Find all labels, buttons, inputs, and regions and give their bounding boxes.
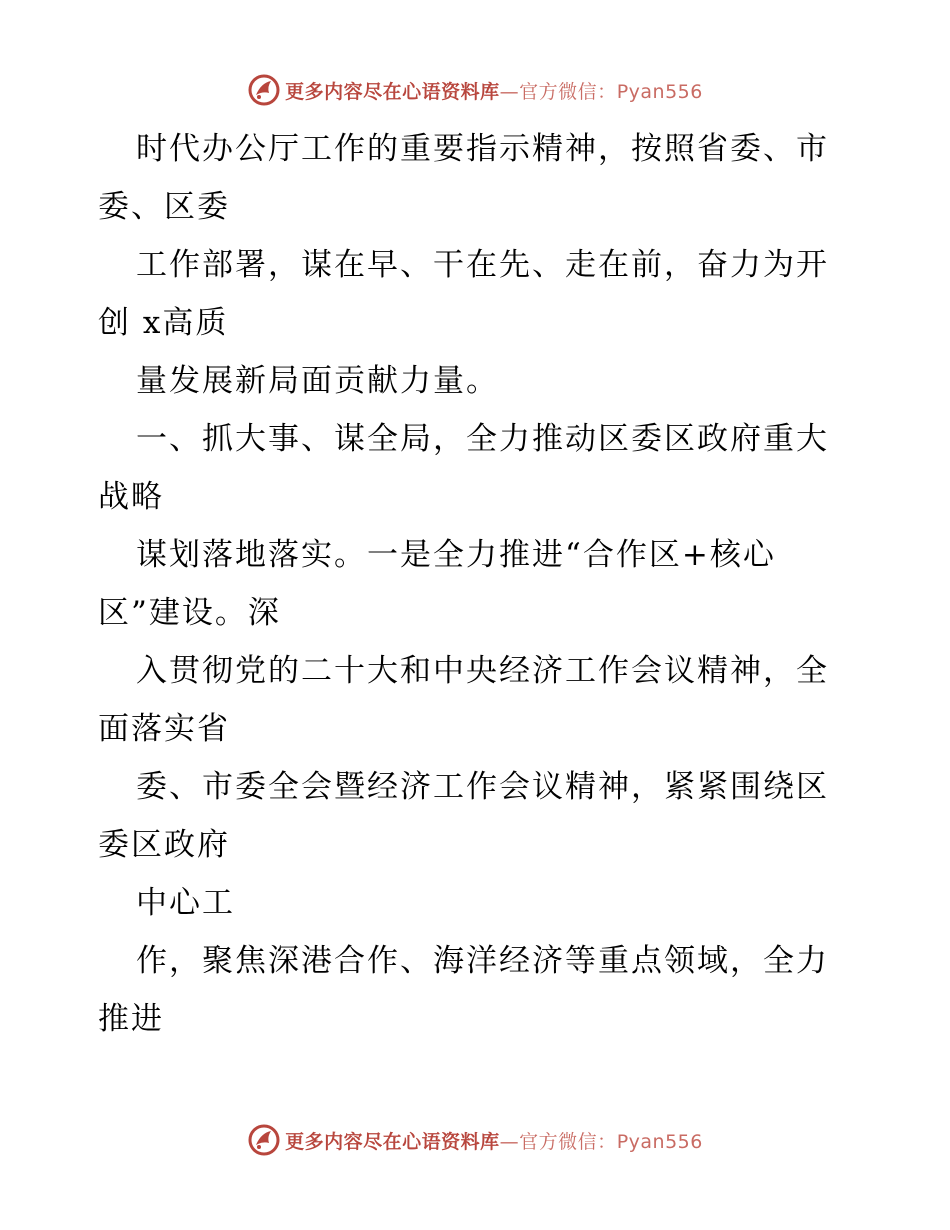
footer-banner-text [285,1127,703,1154]
brand-logo-icon [247,73,281,107]
document-body [98,120,858,1048]
paragraph: 量发展新局面贡献力量。 [136,363,499,399]
header-brand-text: 更多内容尽在心语资料库 [285,80,500,103]
header-separator: — [499,80,520,103]
paragraph: 工作部署，谋在早、干在先、走在前，奋力为开创 x高质 [98,247,829,341]
header-banner-text [285,77,703,104]
header-wechat-label: 官方微信： [519,80,617,103]
footer-wechat-label: 官方微信： [519,1130,617,1153]
footer-separator: — [499,1130,520,1153]
header-banner [0,70,950,110]
paragraph: 入贯彻党的二十大和中央经济工作会议精神，全面落实省 [98,653,829,747]
paragraph: 谋划落地落实。一是全力推进“合作区+核心区”建设。深 [98,537,776,631]
paragraph: 作，聚焦深港合作、海洋经济等重点领域，全力推进 [98,943,829,1037]
brand-logo-icon [247,1123,281,1157]
paragraph: 委、市委全会暨经济工作会议精神，紧紧围绕区委区政府 [98,769,829,863]
paragraph: 中心工 [136,885,235,921]
paragraph: 时代办公厅工作的重要指示精神，按照省委、市委、区委 [98,131,829,225]
footer-banner [0,1120,950,1160]
footer-wechat-id: Pyan556 [616,1130,703,1153]
paragraph: 一、抓大事、谋全局，全力推动区委区政府重大战略 [98,421,829,515]
header-wechat-id: Pyan556 [616,80,703,103]
footer-brand-text: 更多内容尽在心语资料库 [285,1130,500,1153]
